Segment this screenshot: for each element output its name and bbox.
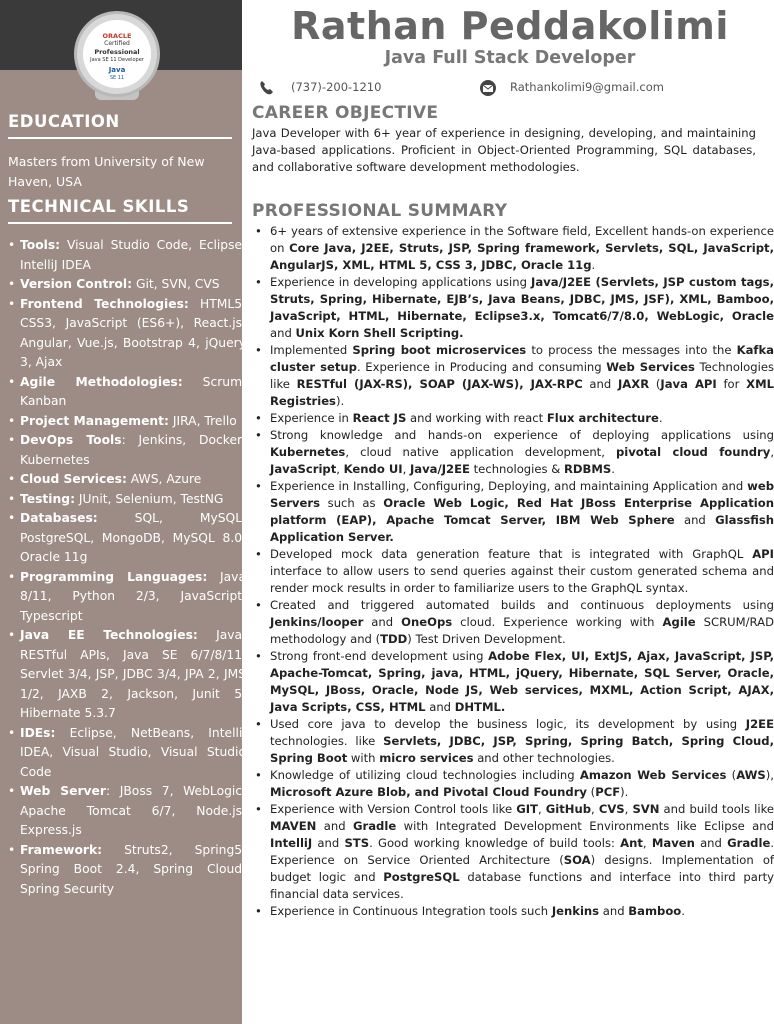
summary-text: Technologies like (270, 360, 774, 391)
summary-text: and (674, 513, 716, 527)
candidate-name: Rathan Peddakolimi (291, 4, 729, 48)
summary-item (270, 478, 774, 546)
summary-item (270, 342, 774, 410)
summary-item (270, 410, 774, 427)
skill-value: SQL, MySQL, PostgreSQL, MongoDB, MySQL 8.0, Oracle 11g (20, 511, 246, 564)
skill-item (20, 724, 246, 783)
summary-text: and (316, 819, 353, 833)
skill-item (20, 490, 246, 510)
summary-text: Experience in Installing, Configuring, Deploying, and maintaining Application and (270, 479, 748, 493)
summary-text: Experience in Continuous Integration tools such (270, 904, 552, 918)
summary-text: , (336, 462, 344, 476)
skills-list (8, 236, 246, 899)
badge-face (83, 20, 151, 88)
summary-text: Experience in developing applications using (270, 275, 532, 289)
summary-text: , (642, 836, 652, 850)
skill-value: JIRA, Trello (168, 413, 237, 428)
summary-text: such as (319, 496, 384, 510)
summary-keyword: web Servers (270, 479, 774, 510)
summary-keyword: Adobe Flex, UI, ExtJS, Ajax, JavaScript, JSP, Apache-Tomcat, Spring, java, HTML, jQuery, Hibernate, SQL Server, Oracle, MySQL, JBoss, Oracle, Node JS, Web services, MXML, Action Script, AJAX, Java Scripts, CSS, HTML (270, 649, 774, 714)
summary-text: Experience in (270, 411, 353, 425)
objective-text: Java Developer with 6+ year of experience in designing, developing, and maintaining Java-based applications. Proficient in Object-Oriented Programming, SQL databases, and collaborative software development methodologies. (252, 126, 756, 174)
summary-keyword: PCF (595, 785, 621, 799)
skill-value: HTML5, CSS3, JavaScript (ES6+), React.js, Angular, Vue.js, Bootstrap 4, jQuery 3, Ajax (20, 296, 246, 369)
skill-item (20, 431, 246, 470)
skill-value: Git, SVN, CVS (132, 277, 220, 291)
summary-keyword: Agile (662, 615, 696, 629)
summary-text: , (402, 462, 410, 476)
skill-label: Tools: (20, 238, 61, 252)
summary-text: database functions and interface into third party financial data services. (270, 870, 774, 901)
summary-list (252, 223, 774, 920)
skill-item (20, 373, 246, 412)
education-heading: EDUCATION (8, 112, 120, 131)
summary-text: and build tools like (659, 802, 774, 816)
summary-text: . Experience in Producing and consuming (356, 360, 607, 374)
summary-keyword: Java API (660, 377, 717, 391)
skill-value: Scrum, Kanban (20, 374, 246, 408)
summary-keyword: GIT (516, 802, 538, 816)
summary-text: Knowledge of utilizing cloud technologies including (270, 768, 580, 782)
summary-text: Strong knowledge and hands-on experience of deploying applications using (270, 428, 774, 442)
summary-keyword: AWS (736, 768, 766, 782)
summary-keyword: Servlets, JDBC, JSP, Spring, Spring Batch, Spring Cloud, Spring Boot (270, 734, 774, 765)
skill-item (20, 295, 246, 373)
skill-item (20, 841, 246, 900)
summary-keyword: Gradle (353, 819, 397, 833)
badge-line2: Professional (94, 48, 140, 56)
summary-keyword: pivotal cloud foundry (615, 445, 771, 459)
badge-version: SE 11 (109, 75, 125, 81)
summary-keyword: Glassfish Application Server. (270, 513, 774, 544)
skill-value: Eclipse, NetBeans, IntelliJ IDEA, Visual Studio, Visual Studio Code (20, 725, 246, 779)
summary-keyword: Jenkins (551, 904, 600, 918)
summary-item (270, 716, 774, 767)
summary-keyword: JavaScript (270, 462, 337, 476)
summary-keyword: Ant (620, 836, 643, 850)
skill-item (20, 470, 246, 490)
summary-item (270, 427, 774, 478)
sidebar (0, 0, 247, 1024)
summary-keyword: OneOps (401, 615, 453, 629)
summary-text: Created and triggered automated builds and continuous deployments using (270, 598, 774, 612)
summary-text: cloud. Experience working with (452, 615, 663, 629)
summary-text: , cloud native application development, (345, 445, 616, 459)
education-text: Masters from University of New Haven, USA (8, 154, 205, 189)
summary-keyword: STS (344, 836, 370, 850)
summary-text: and other technologies. (473, 751, 615, 765)
candidate-title: Java Full Stack Developer (384, 48, 636, 68)
java-logo-icon: Java (108, 66, 126, 74)
skill-value: JUnit, Selenium, TestNG (74, 491, 224, 506)
skill-item (20, 236, 246, 275)
skill-label: Framework: (20, 842, 103, 857)
summary-text: ( (649, 377, 661, 391)
summary-text: ). (620, 785, 629, 799)
badge-line3: Java SE 11 Developer (90, 57, 144, 63)
skill-label: Java EE Technologies: (20, 628, 198, 642)
email-icon (479, 80, 497, 96)
summary-text: Implemented (270, 343, 353, 357)
summary-text: and (270, 326, 296, 340)
summary-keyword: Bamboo (628, 904, 682, 918)
summary-keyword: Kubernetes (270, 445, 346, 459)
skill-value: AWS, Azure (126, 472, 202, 486)
skill-item (20, 782, 246, 841)
badge-brand: ORACLE (102, 32, 132, 40)
summary-keyword: Microsoft Azure Blob, and Pivotal Cloud Foundry (270, 785, 587, 799)
skill-value: : JBoss 7, WebLogic, Apache Tomcat 6/7, Node.js, Express.js (20, 784, 246, 837)
summary-text: and (599, 904, 629, 918)
skill-label: Cloud Services: (20, 472, 127, 486)
summary-text: . Experience on Service Oriented Architecture ( (270, 836, 774, 867)
skill-item (20, 412, 246, 432)
skills-heading: TECHNICAL SKILLS (8, 197, 190, 216)
summary-keyword: RDBMS (563, 462, 612, 476)
summary-text: technologies. like (270, 734, 384, 748)
summary-text: Used core java to develop the business logic, its development by using (270, 717, 746, 731)
summary-text: interface to allow users to send queries against their custom generated schema and render mock results in order to familiarize users to the GraphQL syntax. (270, 564, 774, 595)
summary-keyword: Kafka cluster setup (270, 343, 774, 374)
skill-value: : Jenkins, Docker, Kubernetes (20, 433, 247, 467)
summary-item (270, 648, 774, 716)
skill-item (20, 626, 246, 724)
skill-value: Visual Studio Code, Eclipse, IntelliJ IDEA (20, 238, 246, 272)
skill-label: DevOps Tools (20, 433, 122, 447)
objective-heading: CAREER OBJECTIVE (252, 103, 439, 123)
skill-label: Version Control: (20, 277, 133, 291)
skill-label: Frontend Technologies: (20, 296, 189, 311)
summary-keyword: MAVEN (270, 819, 317, 833)
skill-label: Testing: (20, 491, 75, 506)
summary-text: and (582, 377, 618, 391)
summary-keyword: Amazon Web Services (579, 768, 727, 782)
certification-badge (74, 11, 160, 97)
summary-keyword: Jenkins/looper (270, 615, 364, 629)
summary-text: Strong front-end development using (270, 649, 489, 663)
summary-keyword: J2EE (745, 717, 774, 731)
skills-divider (8, 222, 232, 224)
summary-text: SCRUM/RAD methodology and ( (270, 615, 774, 646)
summary-keyword: Web Services (606, 360, 695, 374)
summary-keyword: Spring boot microservices (352, 343, 527, 357)
summary-keyword: API (752, 547, 774, 561)
summary-text: , (537, 802, 546, 816)
summary-item (270, 801, 774, 903)
summary-text: with (347, 751, 380, 765)
summary-keyword: TDD (380, 632, 408, 646)
summary-keyword: PostgreSQL (383, 870, 460, 884)
summary-keyword: micro services (379, 751, 474, 765)
summary-text: for (716, 377, 747, 391)
skill-label: Project Management: (20, 413, 169, 428)
summary-text: . (681, 904, 685, 918)
summary-text: , (591, 802, 599, 816)
summary-keyword: Oracle Web Logic, Red Hat JBoss Enterprise Application platform (EAP), Apache Tomcat Server, IBM Web Sphere (270, 496, 774, 527)
skill-label: Databases: (20, 511, 98, 525)
summary-text: ). (335, 394, 345, 408)
summary-text: , (770, 445, 774, 459)
skill-label: Agile Methodologies: (20, 374, 183, 389)
summary-text: ) Test Driven Development. (407, 632, 566, 646)
summary-item (270, 223, 774, 274)
skill-label: IDEs: (20, 725, 56, 740)
summary-keyword: Kendo UI (343, 462, 403, 476)
education-divider (8, 137, 232, 139)
summary-keyword: Flux architecture (546, 411, 659, 425)
summary-text: Developed mock data generation feature that is integrated with GraphQL (270, 547, 753, 561)
summary-text: to process the messages into the (526, 343, 737, 357)
summary-keyword: Java/J2EE (409, 462, 470, 476)
summary-text: ), (765, 768, 774, 782)
summary-text: , (624, 802, 633, 816)
summary-text: and (694, 836, 728, 850)
summary-text: and (363, 615, 402, 629)
summary-text: . (591, 258, 596, 272)
summary-keyword: GitHub (545, 802, 592, 816)
skill-item (20, 275, 246, 295)
summary-item (270, 597, 774, 648)
summary-heading: PROFESSIONAL SUMMARY (252, 201, 508, 221)
summary-text: ( (726, 768, 737, 782)
skill-item (20, 568, 246, 627)
summary-keyword: Gradle (727, 836, 771, 850)
skill-label: Programming Languages: (20, 569, 208, 584)
summary-keyword: SOA (563, 853, 591, 867)
skill-value: Struts2, Spring5, Spring Boot 2.4, Spring Cloud, Spring Security (20, 842, 246, 896)
summary-text: and working with react (406, 411, 547, 425)
summary-keyword: SVN (632, 802, 660, 816)
summary-text: ( (586, 785, 596, 799)
summary-keyword: CVS (598, 802, 625, 816)
skill-item (20, 509, 246, 568)
summary-keyword: Maven (651, 836, 695, 850)
summary-keyword: RESTful (JAX-RS), SOAP (JAX-WS), JAX-RPC (296, 377, 583, 391)
summary-text: 6+ years of extensive experience in the Software field, Excellent hands-on experience on (270, 224, 774, 255)
summary-keyword: DHTML. (454, 700, 506, 714)
summary-text: with Integrated Development Environments like Eclipse and (396, 819, 774, 833)
summary-text: . Good working knowledge of build tools: (369, 836, 621, 850)
summary-text: and (312, 836, 345, 850)
skill-value: Java, RESTful APIs, Java SE 6/7/8/11, Servlet 3/4, JSP, JDBC 3/4, JPA 2, JMS 1/2, JAXB 2, Jackson, Junit 5, Hibernate 5.3.7 (20, 628, 247, 720)
summary-keyword: JAXR (617, 377, 650, 391)
summary-text: Experience with Version Control tools like (270, 802, 517, 816)
summary-text: . (611, 462, 615, 476)
summary-keyword: XML Registries (270, 377, 774, 408)
summary-keyword: Unix Korn Shell Scripting. (295, 326, 464, 340)
phone-number[interactable]: (737)-200-1210 (291, 80, 382, 94)
summary-keyword: IntelliJ (270, 836, 313, 850)
summary-keyword: React JS (352, 411, 407, 425)
summary-text: technologies & (469, 462, 564, 476)
summary-text: ) designs. Implementation of budget logic and (270, 853, 774, 884)
summary-item (270, 274, 774, 342)
summary-text: and (425, 700, 455, 714)
summary-text: . (658, 411, 663, 425)
summary-keyword: Core Java, J2EE, Struts, JSP, Spring framework, Servlets, SQL, JavaScript, AngularJS, XML, HTML 5, CSS 3, JDBC, Oracle 11g (270, 241, 774, 272)
summary-keyword: Java/J2EE (Servlets, JSP custom tags, Struts, Spring, Hibernate, EJB’s, Java Beans, JDBC, JMS, JSF), XML, Bamboo, JavaScript, HTML, Hibernate, Eclipse3.x, Tomcat6/7/8.0, WebLogic, Oracle (270, 275, 774, 323)
summary-item (270, 903, 774, 920)
skill-value: Java 8/11, Python 2/3, JavaScript, Typescript (20, 569, 246, 623)
phone-icon (258, 80, 276, 96)
badge-line1: Certified (104, 40, 130, 47)
summary-item (270, 546, 774, 597)
summary-item (270, 767, 774, 801)
skill-label: Web Server (20, 784, 106, 798)
email-address[interactable]: Rathankolimi9@gmail.com (510, 80, 664, 94)
